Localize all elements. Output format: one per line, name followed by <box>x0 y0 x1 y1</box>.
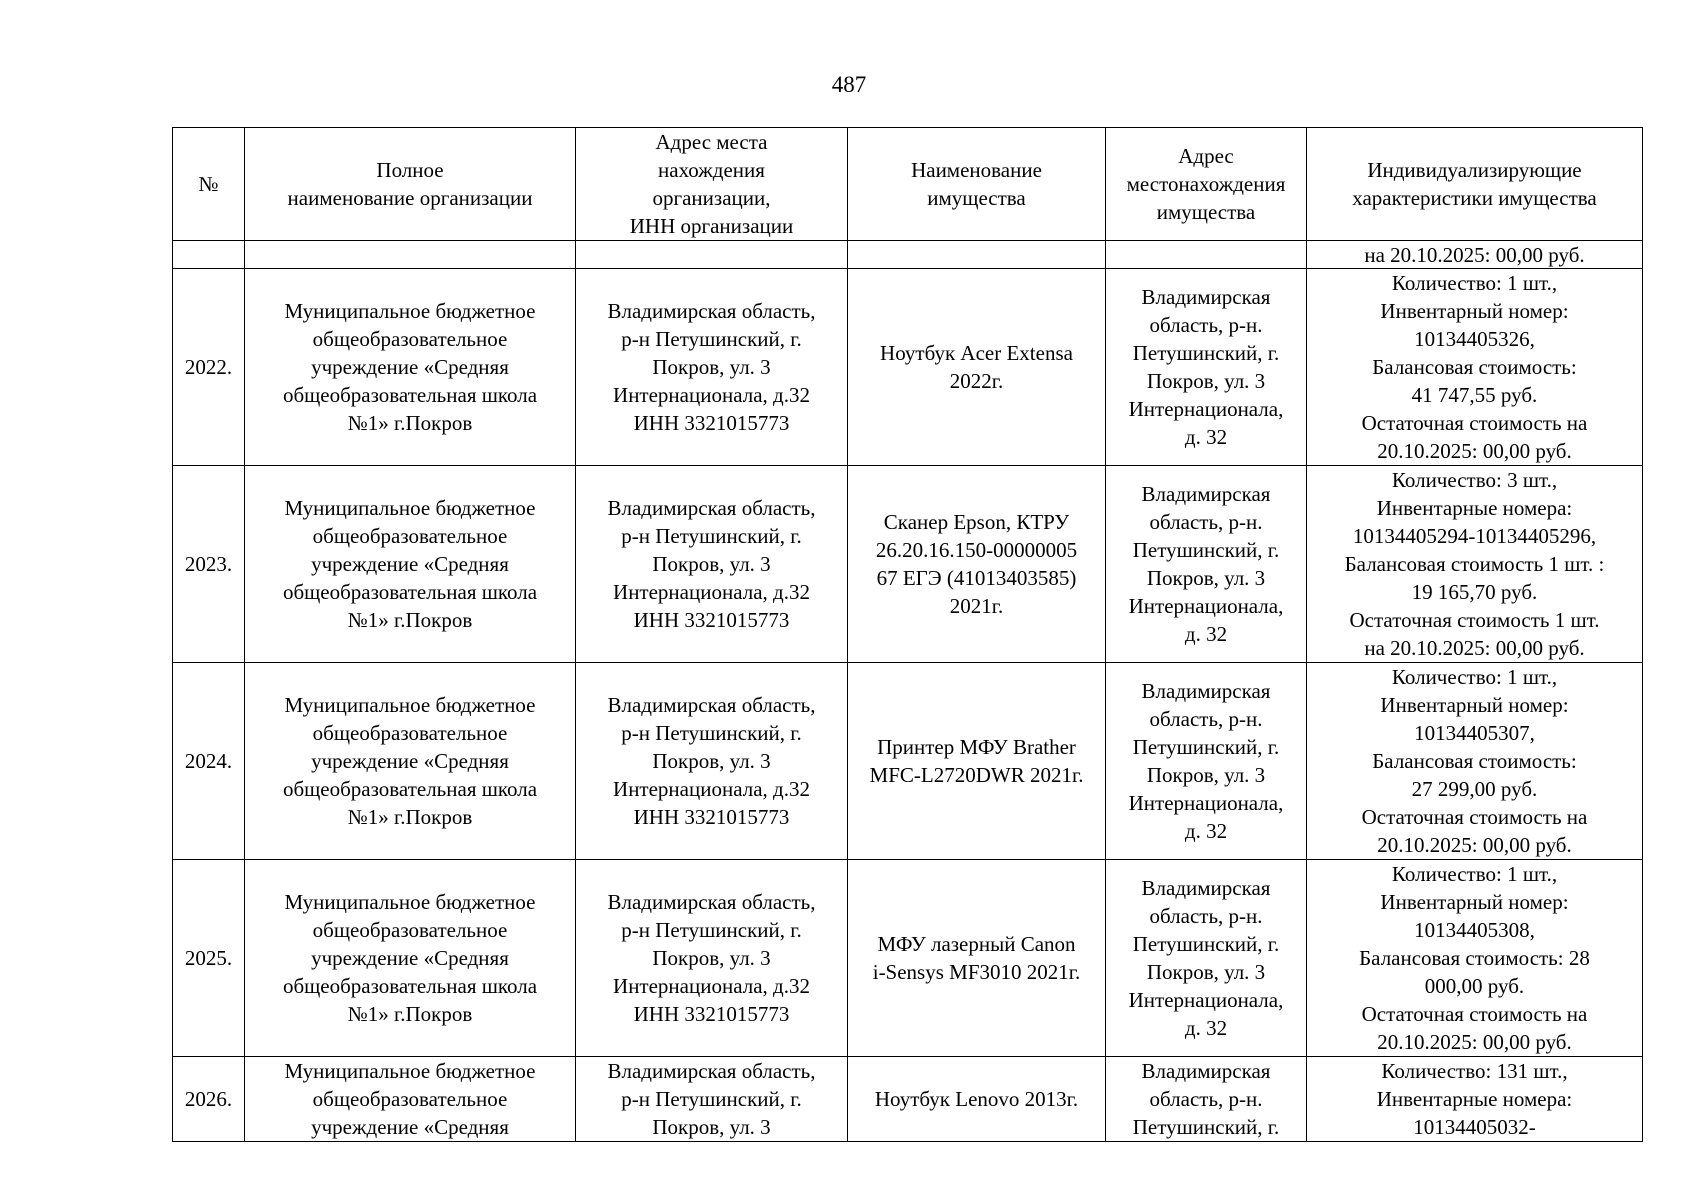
carry-over-empty-cell <box>1106 241 1307 269</box>
organization-address: Владимирская область, р-н Петушинский, г. Покров, ул. 3 <box>576 1057 848 1142</box>
row-number: 2022. <box>173 269 245 466</box>
row-number: 2025. <box>173 860 245 1057</box>
page-number: 487 <box>831 72 867 97</box>
carry-over-empty-cell <box>576 241 848 269</box>
property-name: Ноутбук Lenovo 2013г. <box>848 1057 1106 1142</box>
property-characteristics: Количество: 1 шт., Инвентарный номер: 10134405308, Балансовая стоимость: 28 000,00 руб. Остаточная стоимость на 20.10.2025: 00,00 руб. <box>1307 860 1643 1057</box>
property-characteristics: Количество: 131 шт., Инвентарные номера: 10134405032- <box>1307 1057 1643 1142</box>
table-row <box>173 466 1643 663</box>
property-registry-table <box>172 127 1643 1142</box>
organization-name: Муниципальное бюджетное общеобразовательное учреждение «Средняя общеобразовательная школа №1» г.Покров <box>245 466 576 663</box>
property-name: Сканер Epson, КТРУ 26.20.16.150-00000005 67 ЕГЭ (41013403585) 2021г. <box>848 466 1106 663</box>
property-address: Владимирская область, р-н. Петушинский, г. <box>1106 1057 1307 1142</box>
property-name: Ноутбук Acer Extensa 2022г. <box>848 269 1106 466</box>
organization-name: Муниципальное бюджетное общеобразовательное учреждение «Средняя <box>245 1057 576 1142</box>
row-number: 2023. <box>173 466 245 663</box>
table-row <box>173 1057 1643 1142</box>
organization-address: Владимирская область, р-н Петушинский, г. Покров, ул. 3 Интернационала, д.32 ИНН 3321015773 <box>576 269 848 466</box>
property-name: МФУ лазерный Canon i-Sensys MF3010 2021г. <box>848 860 1106 1057</box>
table-row <box>173 269 1643 466</box>
organization-address: Владимирская область, р-н Петушинский, г. Покров, ул. 3 Интернационала, д.32 ИНН 3321015773 <box>576 466 848 663</box>
row-number: 2026. <box>173 1057 245 1142</box>
property-characteristics: Количество: 3 шт., Инвентарные номера: 10134405294-10134405296, Балансовая стоимость 1 шт. : 19 165,70 руб. Остаточная стоимость 1 шт. на 20.10.2025: 00,00 руб. <box>1307 466 1643 663</box>
property-address: Владимирская область, р-н. Петушинский, г. Покров, ул. 3 Интернационала, д. 32 <box>1106 466 1307 663</box>
organization-address: Владимирская область, р-н Петушинский, г. Покров, ул. 3 Интернационала, д.32 ИНН 3321015773 <box>576 860 848 1057</box>
table-header-row <box>173 128 1643 241</box>
property-address: Владимирская область, р-н. Петушинский, г. Покров, ул. 3 Интернационала, д. 32 <box>1106 269 1307 466</box>
organization-name: Муниципальное бюджетное общеобразовательное учреждение «Средняя общеобразовательная школа №1» г.Покров <box>245 663 576 860</box>
header-property-name: Наименование имущества <box>848 128 1106 241</box>
organization-name: Муниципальное бюджетное общеобразовательное учреждение «Средняя общеобразовательная школа №1» г.Покров <box>245 269 576 466</box>
property-name: Принтер МФУ Brather MFC-L2720DWR 2021г. <box>848 663 1106 860</box>
row-number: 2024. <box>173 663 245 860</box>
organization-name: Муниципальное бюджетное общеобразовательное учреждение «Средняя общеобразовательная школа №1» г.Покров <box>245 860 576 1057</box>
header-property-address: Адрес местонахождения имущества <box>1106 128 1307 241</box>
table-row <box>173 663 1643 860</box>
header-organization-name: Полное наименование организации <box>245 128 576 241</box>
carry-over-characteristics: на 20.10.2025: 00,00 руб. <box>1307 241 1643 269</box>
header-number: № <box>173 128 245 241</box>
carry-over-empty-cell <box>173 241 245 269</box>
carry-over-empty-cell <box>848 241 1106 269</box>
carry-over-row <box>173 241 1643 269</box>
property-address: Владимирская область, р-н. Петушинский, г. Покров, ул. 3 Интернационала, д. 32 <box>1106 860 1307 1057</box>
carry-over-empty-cell <box>245 241 576 269</box>
property-address: Владимирская область, р-н. Петушинский, г. Покров, ул. 3 Интернационала, д. 32 <box>1106 663 1307 860</box>
property-characteristics: Количество: 1 шт., Инвентарный номер: 10134405307, Балансовая стоимость: 27 299,00 руб. Остаточная стоимость на 20.10.2025: 00,00 руб. <box>1307 663 1643 860</box>
property-characteristics: Количество: 1 шт., Инвентарный номер: 10134405326, Балансовая стоимость: 41 747,55 руб. Остаточная стоимость на 20.10.2025: 00,00 руб. <box>1307 269 1643 466</box>
header-property-characteristics: Индивидуализирующие характеристики имущества <box>1307 128 1643 241</box>
organization-address: Владимирская область, р-н Петушинский, г. Покров, ул. 3 Интернационала, д.32 ИНН 3321015773 <box>576 663 848 860</box>
table-row <box>173 860 1643 1057</box>
header-organization-address: Адрес места нахождения организации, ИНН организации <box>576 128 848 241</box>
